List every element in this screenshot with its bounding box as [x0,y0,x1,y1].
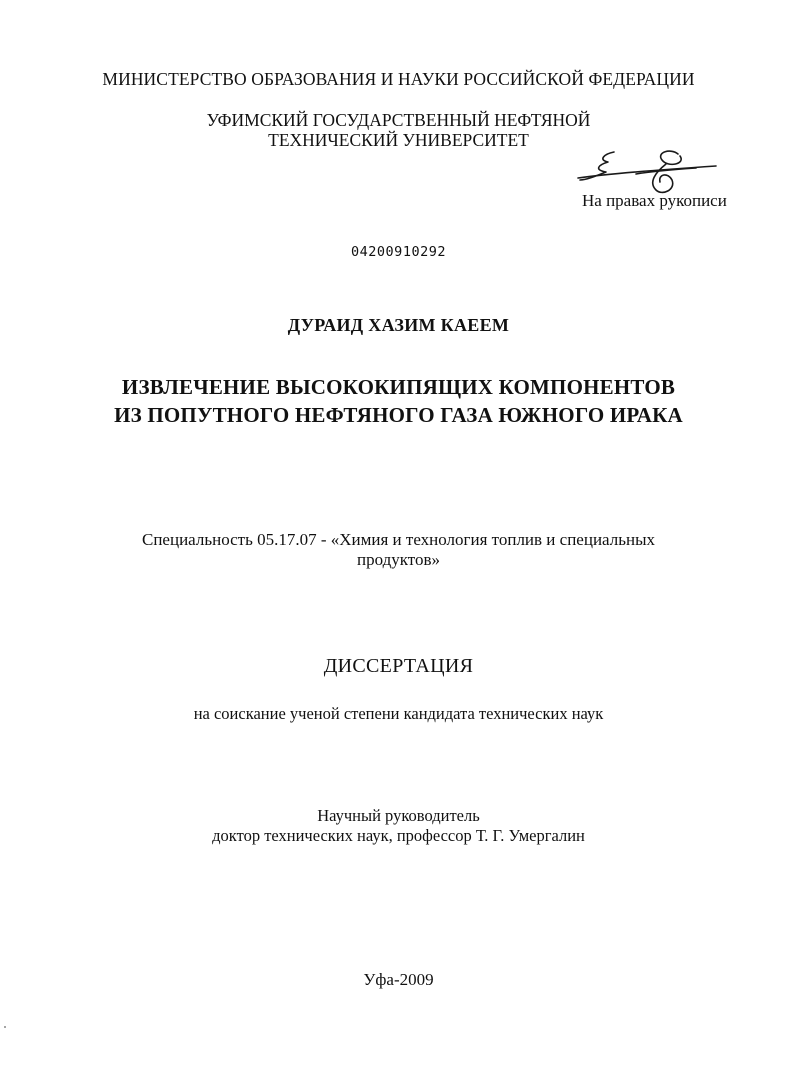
university-name-line-2: ТЕХНИЧЕСКИЙ УНИВЕРСИТЕТ [268,130,529,150]
supervisor-label: Научный руководитель [317,806,480,825]
scan-speck [4,1026,6,1028]
specialty-line-1: Специальность 05.17.07 - «Химия и технология топлив и специальных [141,530,655,549]
document-type: ДИССЕРТАЦИЯ [323,655,474,677]
specialty-line-2: продуктов» [356,550,441,569]
degree-statement: на соискание ученой степени кандидата технических наук [193,704,604,723]
thesis-title-line-1: ИЗВЛЕЧЕНИЕ ВЫСОКОКИПЯЩИХ КОМПОНЕНТОВ [121,375,676,399]
author-name: ДУРАИД ХАЗИМ КАЕЕМ [287,315,510,335]
ministry-name: МИНИСТЕРСТВО ОБРАЗОВАНИЯ И НАУКИ РОССИЙСКОЙ ФЕДЕРАЦИИ [102,69,695,89]
thesis-title-line-2: ИЗ ПОПУТНОГО НЕФТЯНОГО ГАЗА ЮЖНОГО ИРАКА [114,403,683,427]
supervisor-name: доктор технических наук, профессор Т. Г. Умергалин [212,826,585,845]
university-name-line-1: УФИМСКИЙ ГОСУДАРСТВЕННЫЙ НЕФТЯНОЙ [206,110,591,130]
manuscript-rights: На правах рукописи [582,191,727,210]
registration-number: 04200910292 [351,244,446,260]
city-year: Уфа-2009 [363,970,434,989]
